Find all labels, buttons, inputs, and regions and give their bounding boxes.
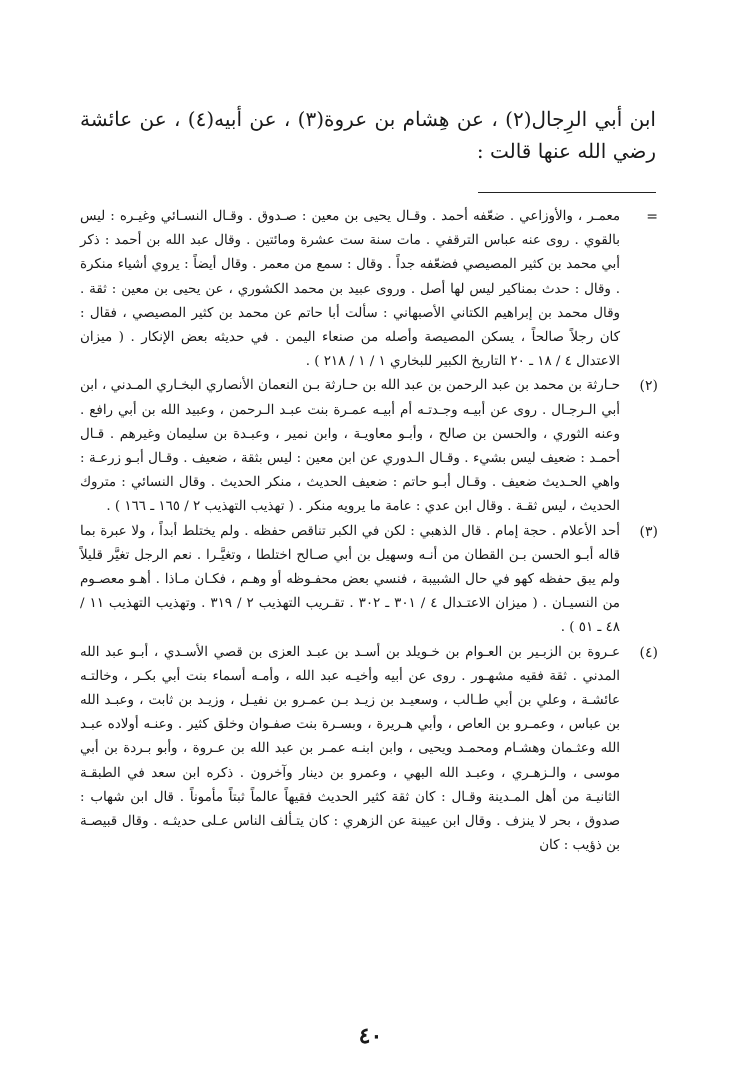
footnote-continued: [80, 205, 658, 374]
main-text-paragraph: ابن أبي الرِجال(٢) ، عن هِشام بن عروة(٣) ، عن أبيه(٤) ، عن عائشة رضي الله عنها قالت :: [80, 107, 656, 163]
footnotes-section: [80, 205, 658, 858]
footnote-3: [80, 520, 658, 641]
main-text-block: [80, 103, 656, 167]
footnote-text: معمـر ، والأوزاعي . ضعّفه أحمد . وقـال يحيى بن معين : صـدوق . وقـال النسـائي وغيـره : ليس بالقوي . روى عنه عباس الترقفي . مات سنة ست عشرة ومائتين . وقال عبد الله بن أحمد : ذكر أبي محمد بن كثير المصيصي فضعّفه جداً . وقال : سمع من معمر . وقال أيضاً : يروي أشياء منكرة . وقال : حدث بمناكير ليس لها أصل . وروى عبيد بن محمد الكشوري ، عن يحيى بن معين : ثقة . وقال محمد بن إبراهيم الكتاني الأصبهاني : سألت أبا حاتم عن محمد بن كثير المصيصي ، فقال : كان رجلاً صالحاً ، يسكن المصيصة وأصله من صنعاء اليمن . في حديثه بعض الإنكار . ( ميزان الاعتدال ٤ / ١٨ ـ ٢٠ التاريخ الكبير للبخاري ١ / ١ / ٢١٨ ) .: [80, 209, 620, 370]
footnote-marker: =: [646, 209, 658, 225]
footnote-4: [80, 641, 658, 859]
footnote-marker: (٢): [639, 378, 658, 395]
footnote-separator: [478, 192, 656, 193]
footnote-text: أحد الأعلام . حجة إمام . قال الذهبي : لكن في الكبر تناقص حفظه . ولم يختلط أبداً ، ولا عبرة بما قاله أبـو الحسن بـن القطان من أنـه وسهيل بن أبي صـالح اختلطا ، وتغيَّـرا . نعم الرجل تغيَّر قليلاً ولم يبق حفظه كهو في حال الشبيبة ، فنسي بعض محفـوظه أو وهـم ، فكـان مـاذا . أهـو معصـوم من النسيـان . ( ميزان الاعتـدال ٤ / ٣٠١ ـ ٣٠٢ . تقـريب التهذيب ٢ / ٣١٩ . وتهذيب التهذيب ١١ / ٤٨ ـ ٥١ ) .: [80, 523, 620, 636]
footnote-2: [80, 374, 658, 519]
footnote-marker: (٣): [639, 523, 658, 540]
footnote-marker: (٤): [639, 644, 658, 661]
footnote-text: حـارثة بن محمد بن عبد الرحمن بن عبد الله بن حـارثة بـن النعمان الأنصاري البخـاري المـدني ، ابن أبي الـرجـال . روى عن أبيـه وجـدتـه أم أبيـه عمـرة بنت عبـد الـرحمن ، وعبيد الله بن أبي رافع . وعنه الثوري ، والحسن بن صالح ، وأبـو معاويـة ، وابن نمير ، وعبـدة بن سليمان وغيرهم . قـال أحمـد : ضعيف ليس بشيء . وقـال الـدوري عن ابن معين : ليس بثقة ، ضعيف . وقـال أبـو زرعـة : واهي الحـديث ضعيف . وقـال أبـو حاتم : ضعيف الحديث ، منكر الحديث . وقال النسائي : متروك الحديث ، ليس ثقـة . وقال ابن عدي : عامة ما يرويه منكر . ( تهذيب التهذيب ٢ / ١٦٥ ـ ١٦٦ ) .: [80, 378, 620, 515]
page-number: ٤٠: [358, 1023, 383, 1049]
footnote-text: عـروة بن الزبـير بن العـوام بن خـويلد بن أسـد بن عبـد العزى بن قصي الأسـدي ، أبـو عبد الله المدني . ثقة فقيه مشهـور . روى عن أبيه وأخيـه عبد الله ، وأمـه أسماء بنت أبي بكـر ، وخالتـه عائشـة ، وعلي بن أبي طـالب ، وسعيـد بن زيـد بـن عمـرو بن نفيـل ، وزيـد بن ثابت ، وعبـد الله بن عباس ، وعمـرو بن العاص ، وأبي هـريرة ، وبسـرة بنت صفـوان وخلق كثير . وعنـه أولاده عبـد الله وعثـمان وهشـام ومحمـد ويحيى ، وابن ابنـه عمـر بن عبد الله بن عـروة ، وأبو بـردة بن أبي موسى ، والـزهـري ، وعبـد الله البهي ، وعمرو بن دينار وآخرون . ذكره ابن سعد في الطبقـة الثانيـة من أهل المـدينة وقـال : كان ثقة كثير الحديث فقيهاً عالماً ثبتاً مأموناً . قال ابن شهاب : صدوق ، بحر لا ينزف . وقال ابن عيينة عن الزهري : كان يتـألف الناس عـلى حديثـه . وقال قبيصـة بن ذؤيب : كان: [80, 644, 620, 854]
